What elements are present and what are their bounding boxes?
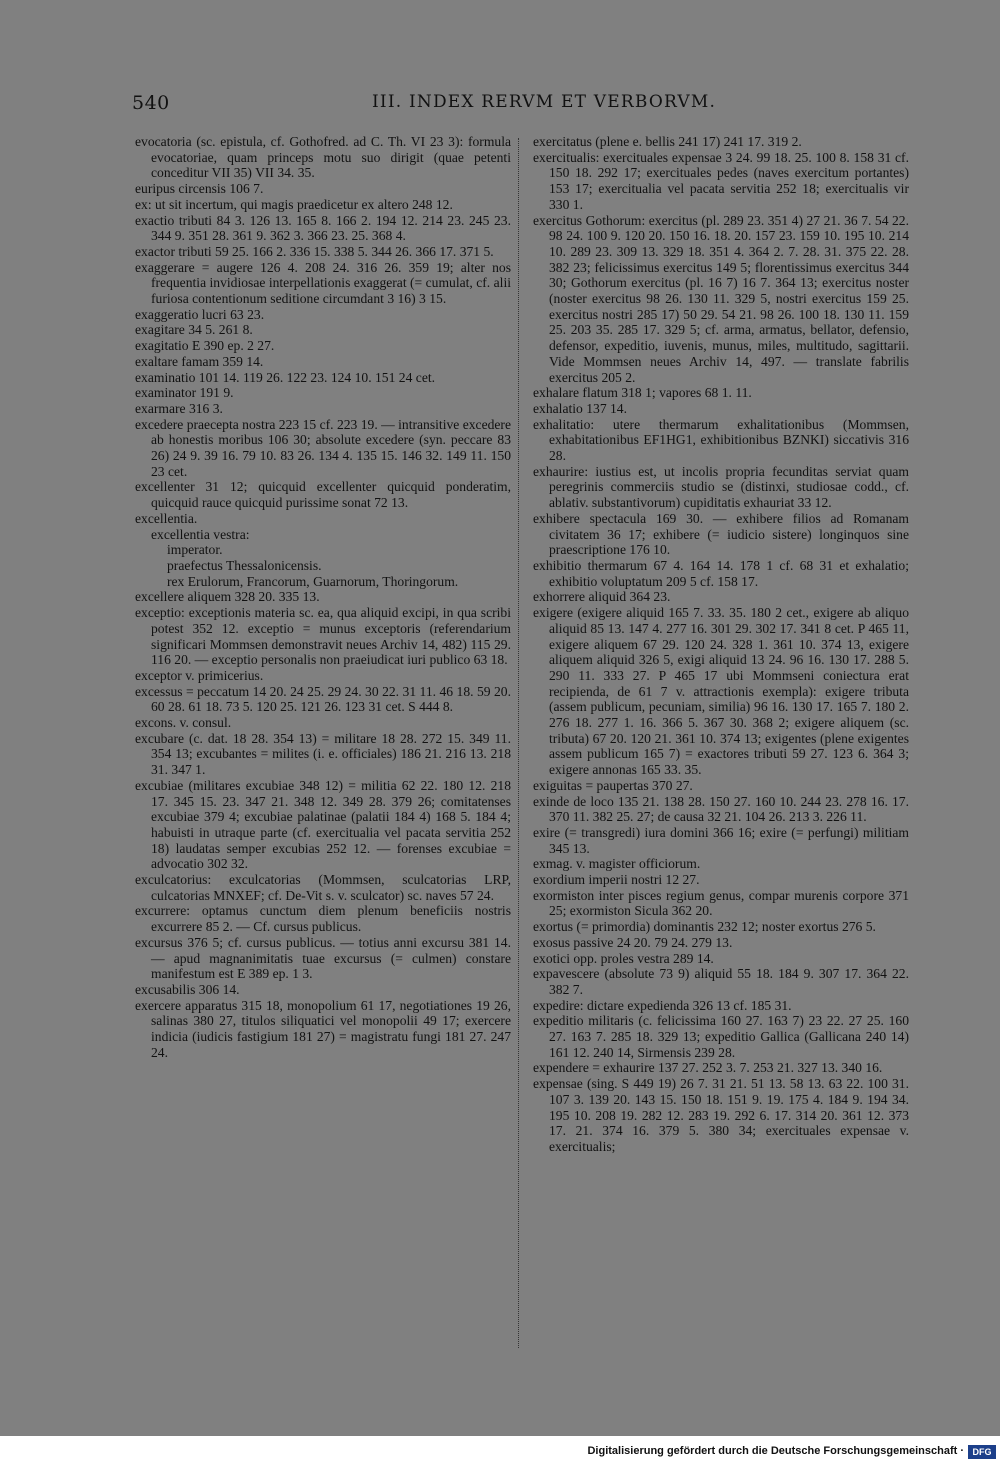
- index-entry: exactio tributi 84 3. 126 13. 165 8. 166 2. 194 12. 214 23. 245 23. 344 9. 351 28. 361 9. 362 3. 366 23. 25. 368 4.: [135, 212, 511, 244]
- index-entry: excursus 376 5; cf. cursus publicus. — totius anni excursu 381 14. — apud magnanimitatis tuae excursus (= culmen) constare manifestum est E 389 ep. 1 3.: [135, 934, 511, 982]
- index-entry: exhalare flatum 318 1; vapores 68 1. 11.: [533, 385, 752, 401]
- index-entry: exaggeratio lucri 63 23.: [135, 306, 265, 322]
- index-entry: exiguitas = paupertas 370 27.: [533, 777, 693, 793]
- index-entry: exercitatus (plene e. bellis 241 17) 241 17. 319 2.: [533, 134, 802, 149]
- dfg-logo: DFG: [968, 1445, 996, 1459]
- index-entry: euripus circensis 106 7.: [135, 181, 264, 197]
- index-entry: exhibere spectacula 169 30. — exhibere filios ad Romanam civitatem 36 17; exhibere (= iudicio sistere) longinquos sine praescriptione 176 10.: [533, 510, 909, 558]
- index-entry: exhalitatio: utere thermarum exhalitationibus (Mommsen, exhabitationibus EF1HG1, exhibitionibus BZNKI) siccativis 316 28.: [533, 416, 909, 464]
- index-entry: excellenter 31 12; quicquid excellenter quicquid ponderatim, quicquid rauce quicquid purissime sonat 72 13.: [135, 479, 511, 511]
- index-entry: excubiae (militares excubiae 348 12) = militia 62 22. 180 12. 218 17. 345 15. 23. 347 21. 348 12. 349 28. 379 26; comitatenses excubiae 379 4; excubiae palatinae (palatii 184 4) 168 5. 184 4; habuisti in utraque parte (cf. exercitualia vel pacata servitia 252 18) laudatas semper excubias 252 12. — forenses excubiae = advocatio 302 32.: [135, 777, 511, 872]
- page-number: 540: [132, 92, 170, 114]
- index-entry: exercitualis: exercituales expensae 3 24. 99 18. 25. 100 8. 158 31 cf. 150 18. 292 17; exercituales pedes (naves exercitum portantes) 153 17; exercitualia vel pacata servitia 252 18; exercitualis vir 330 1.: [533, 149, 909, 212]
- index-entry: exhibitio thermarum 67 4. 164 14. 178 1 cf. 68 31 et exhalatio; exhibitio voluptatum 209 5 cf. 158 17.: [533, 557, 909, 589]
- index-entry: excusabilis 306 14.: [135, 981, 240, 997]
- index-entry: exaltare famam 359 14.: [135, 353, 264, 369]
- index-entry: exercere apparatus 315 18, monopolium 61 17, negotiationes 19 26, salinas 380 27, titulos siliquatici vel monopolii 49 17; exercere indicia (iudicis fastigium 181 27) = magistratu fungi 181 27. 247 24.: [135, 997, 511, 1060]
- index-entry: examinator 191 9.: [135, 385, 234, 401]
- index-entry: ex: ut sit incertum, qui magis praedicetur ex altero 248 12.: [135, 196, 453, 212]
- index-entry: examinatio 101 14. 119 26. 122 23. 124 10. 151 24 cet.: [135, 369, 436, 385]
- index-entry: exhorrere aliquid 364 23.: [533, 589, 671, 605]
- index-entry: excessus = peccatum 14 20. 24 25. 29 24. 30 22. 31 11. 46 18. 59 20. 60 28. 61 18. 73 5. 120 25. 121 26. 123 31 cet. S 444 8.: [135, 683, 511, 715]
- index-entry: exagitatio E 390 ep. 2 27.: [135, 338, 275, 354]
- index-entry: exinde de loco 135 21. 138 28. 150 27. 160 10. 244 23. 278 16. 17. 370 11. 382 25. 27; de causa 32 21. 104 26. 213 3. 226 11.: [533, 793, 909, 825]
- index-entry: excons. v. consul.: [135, 715, 232, 731]
- index-entry: excedere praecepta nostra 223 15 cf. 223 19. — intransitive excedere ab honestis moribus 106 30; absolute excedere (syn. peccare 83 26) 24 9. 39 16. 79 10. 83 26. 134 4. 135 15. 146 32. 149 11. 150 23 cet.: [135, 416, 511, 479]
- index-entry: exarmare 316 3.: [135, 400, 223, 416]
- index-subentry: rex Erulorum, Francorum, Guarnorum, Thoringorum.: [167, 573, 459, 589]
- index-entry: exire (= transgredi) iura domini 366 16; exire (= perfungi) militiam 345 13.: [533, 824, 909, 856]
- index-entry: excubare (c. dat. 18 28. 354 13) = militare 18 28. 272 15. 349 11. 354 13; excubantes = milites (i. e. officiales) 186 21. 216 13. 218 31. 347 1.: [135, 730, 511, 778]
- index-entry: exculcatorius: exculcatorias (Mommsen, sculcatorias LRP, culcatorias MNXEF; cf. De-Vit s. v. sculcator) sc. naves 57 24.: [135, 872, 511, 903]
- running-head: III. INDEX RERVM ET VERBORVM.: [372, 92, 717, 112]
- footer-bar: [0, 1436, 1000, 1464]
- index-entry: exceptor v. primicerius.: [135, 667, 264, 683]
- index-entry: exortus (= primordia) dominantis 232 12; noster exortus 276 5.: [533, 919, 876, 935]
- index-subentry: imperator.: [167, 542, 223, 558]
- index-entry: excellere aliquem 328 20. 335 13.: [135, 589, 320, 605]
- index-entry: evocatoria (sc. epistula, cf. Gothofred. ad C. Th. VI 23 3): formula evocatoriae, quam princeps motu suo dirigit (quae petenti conceditur VII 35) VII 34. 35.: [135, 134, 511, 181]
- funding-credit: Digitalisierung gefördert durch die Deutsche Forschungsgemeinschaft ·: [587, 1445, 964, 1457]
- index-entry: expedire: dictare expedienda 326 13 cf. 185 31.: [533, 997, 792, 1013]
- index-entry: expavescere (absolute 73 9) aliquid 55 18. 184 9. 307 17. 364 22. 382 7.: [533, 966, 909, 997]
- index-entry: exceptio: exceptionis materia sc. ea, qua aliquid excipi, in qua scribi potest 352 12. exceptio = munus exceptoris (referendarium significari Mommsen demonstravit neues Archiv 14, 482) 115 29. 116 20. — exceptio personalis non praeiudicat iuri publico 63 18.: [135, 605, 511, 668]
- column-divider: [518, 138, 520, 1348]
- index-entry: exaggerare = augere 126 4. 208 24. 316 26. 359 19; alter nos frequentia invidiosae interpellationis exaggerat (= cumulat, cf. alii furiosa contentionum seditione circumdant 3 16) 3 15.: [135, 259, 511, 307]
- index-entry: exmag. v. magister officiorum.: [533, 856, 701, 872]
- index-entry: exactor tributi 59 25. 166 2. 336 15. 338 5. 344 26. 366 17. 371 5.: [135, 243, 494, 259]
- index-entry: exigere (exigere aliquid 165 7. 33. 35. 180 2 cet., exigere ab aliquo aliquid 85 13. 147 4. 277 16. 301 29. 302 17. 341 8 cet. P 465 11, exigere aliquem 67 29. 120 24. 328 1. 361 10. 374 13, exigere aliquem aliquid 326 5, exigi aliquid 13 24. 96 16. 130 17. 288 5. 290 11. 333 27. P 465 17 ubi Mommseni coniectura erat recipienda, de 61 7 v. attractionis exempla): exigere tributa (assem publicum, pecuniam, similia) 96 16. 130 17. 165 7. 180 2. 276 18. 277 1. 16. 366 5. 367 30. 368 2; exigere aliquem (sc. tributa) 67 20. 120 21. 361 10. 374 13; exigentes (plene exigentes assem publicum 165 7) = exactores tributi 59 27. 123 6. 364 3; exigere annonas 165 33. 35.: [533, 605, 909, 778]
- index-subentry: praefectus Thessalonicensis.: [167, 557, 322, 573]
- index-entry: expendere = exhaurire 137 27. 252 3. 7. 253 21. 327 13. 340 16.: [533, 1060, 883, 1076]
- index-entry: exercitus Gothorum: exercitus (pl. 289 23. 351 4) 27 21. 36 7. 54 22. 98 24. 100 9. 120 20. 150 16. 18. 20. 157 23. 159 10. 195 10. 214 10. 289 23. 309 13. 329 18. 351 4. 364 2. 7. 28. 31. 375 22. 28. 382 23; felicissimus exercitus 149 5; florentissimus exercitus 344 30; Gothorum exercitus (pl. 16 7) 16 7. 364 13; exercitus noster (noster exercitus 98 26. 130 11. 329 5, nostri exercitus 159 25. exercitus nostri 285 17) 50 29. 54 21. 98 26. 100 18. 130 11. 159 25. 203 35. 285 17. 329 5; cf. arma, armatus, bellator, defensio, defensor, expeditio, iuvenis, munus, miles, multitudo, sagittarii. Vide Mommsen neues Archiv 14, 497. — translate fabrilis exercitus 205 2.: [533, 212, 909, 385]
- index-entry: exhalatio 137 14.: [533, 400, 628, 416]
- index-entry: exhaurire: iustius est, ut incolis propria fecunditas serviat quam peregrinis commerciis studio se (distinxi, studiosae codd., cf. ablativ. substantivorum) cupiditatis exhauriat 33 12.: [533, 463, 909, 511]
- index-entry: excurrere: optamus cunctum diem plenum beneficiis nostris excurrere 85 2. — Cf. cursus publicus.: [135, 903, 511, 935]
- index-entry: expeditio militaris (c. felicissima 160 27. 163 7) 23 22. 27 25. 160 27. 163 7. 285 18. 329 13; expeditio Gallica (Gallicana 240 14) 161 12. 240 14, Sirmensis 239 28.: [533, 1013, 909, 1060]
- index-entry: exosus passive 24 20. 79 24. 279 13.: [533, 934, 733, 950]
- index-entry: exormiston inter pisces regium genus, compar murenis corpore 371 25; exormiston Sicula 362 20.: [533, 887, 909, 919]
- index-entry: exotici opp. proles vestra 289 14.: [533, 950, 714, 966]
- index-subentry: excellentia vestra:: [151, 526, 250, 542]
- index-column-left: [135, 134, 511, 1060]
- index-entry: exagitare 34 5. 261 8.: [135, 322, 253, 338]
- index-column-right: [533, 134, 909, 1155]
- index-entry: expensae (sing. S 449 19) 26 7. 31 21. 51 13. 58 13. 63 22. 100 31. 107 3. 139 20. 143 15. 150 18. 151 9. 19. 175 4. 184 9. 194 34. 195 10. 208 19. 282 12. 283 19. 292 6. 17. 314 20. 361 12. 373 17. 21. 374 16. 379 5. 380 34; exercituales expensae v. exercitualis;: [533, 1076, 909, 1154]
- index-entry: excellentia.: [135, 510, 198, 526]
- index-entry: exordium imperii nostri 12 27.: [533, 872, 700, 888]
